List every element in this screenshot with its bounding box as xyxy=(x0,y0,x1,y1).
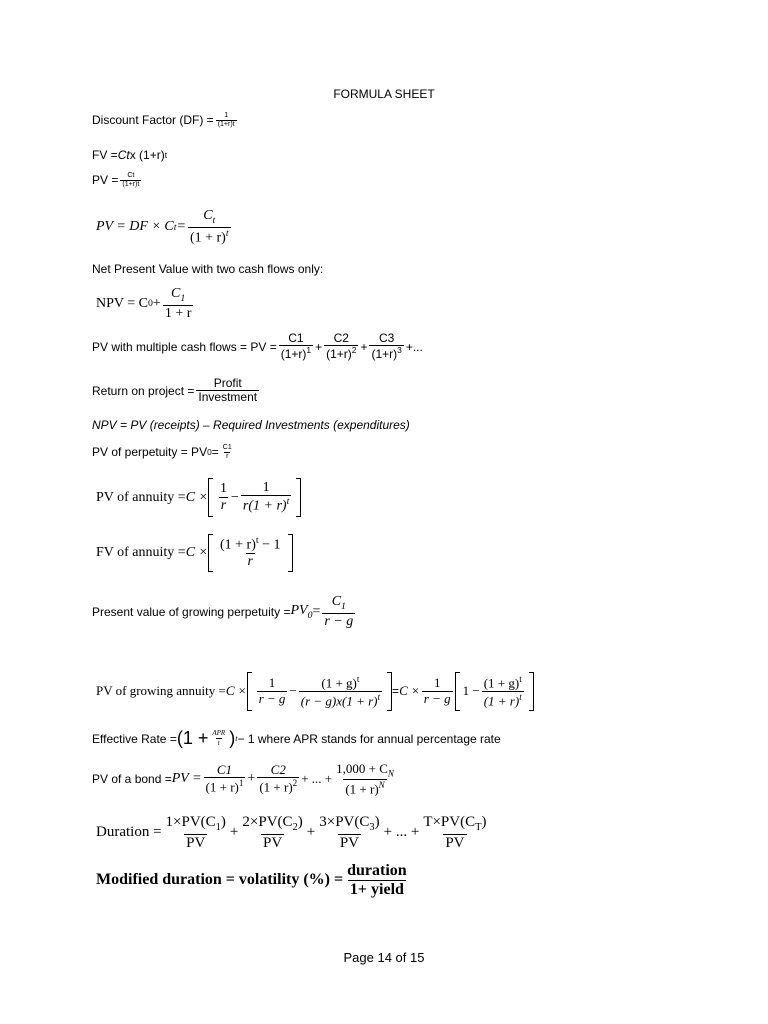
pv-multiple-flows-formula: PV with multiple cash flows = PV = $\frac{C1}{(1+r)^1}$ + $\frac{C2}{(1+r)^2}$ + $\frac{C3}{(1+r)^3}$ +... xyxy=(92,331,423,362)
pv-df-formula: PV = DF × C t = $\frac{C_t}{(1 + r)^t}$ xyxy=(96,208,229,246)
pv-simple-formula: PV = $\frac{Ct}{(1+r)t}$ xyxy=(92,172,140,188)
growing-perpetuity-formula: Present value of growing perpetuity = $PV_0$ = $\frac{C_1}{r - g}$ xyxy=(92,594,354,629)
pv-annuity-formula: PV of annuity = C × $\frac{1}{r}$ − $\frac{1}{r(1 + r)^t}$ xyxy=(96,478,301,517)
modified-duration-formula: Modified duration = volatility (%) = $\frac{\text{duration}}{\text{1+ yield}}$ xyxy=(96,862,407,898)
npv-definition: NPV = PV (receipts) – Required Investments (expenditures) xyxy=(92,418,410,432)
duration-formula: Duration = $\frac{1\times PV(C_1)}{PV}$ + $\frac{2\times PV(C_2)}{PV}$ + $\frac{3\times PV(C_3)}{PV}$ + ... + $\frac{T\times PV(C_T)}{PV}$ xyxy=(96,814,487,851)
perpetuity-formula: PV of perpetuity = PV 0 = $\frac{C1}{r}$ xyxy=(92,444,232,460)
npv-two-flows-label: Net Present Value with two cash flows only: xyxy=(92,262,324,276)
fv-annuity-formula: FV of annuity = C × $\frac{(1 + r)^t - 1}{r}$ xyxy=(96,534,293,572)
discount-factor-formula: Discount Factor (DF) = $\frac{1}{(1+r)t}$ xyxy=(92,112,235,128)
page-number: Page 14 of 15 xyxy=(343,950,425,965)
growing-annuity-formula: PV of growing annuity = C × $\frac{1}{r - g}$ − $\frac{(1 + g)^t}{(r - g)x(1 + r)^t}$ = C × $\frac{1}{r - g}$ 1 − $\frac{(1 + g)^t}{(1 + r)^t}$ xyxy=(96,672,534,711)
return-on-project-formula: Return on project = $\frac{\text{Profit}}{\text{Investment}}$ xyxy=(92,376,258,405)
page-title: FORMULA SHEET xyxy=(333,87,435,101)
npv-two-flows-formula: NPV = C 0 + $\frac{C_1}{1 + r}$ xyxy=(96,286,192,321)
fv-formula: FV = Ct x (1+r) t xyxy=(92,148,168,162)
bond-pv-formula: PV of a bond = PV = $\frac{C1}{(1 + r)^1}$ + $\frac{C2}{(1 + r)^2}$ + ... + $\frac{1,000 + C_N}{(1 + r)^N}$ xyxy=(92,761,394,796)
effective-rate-formula: Effective Rate = (1 + $\frac{\text{APR}}{t}$ ) t − 1 where APR stands for annual percentage rate xyxy=(92,728,501,748)
